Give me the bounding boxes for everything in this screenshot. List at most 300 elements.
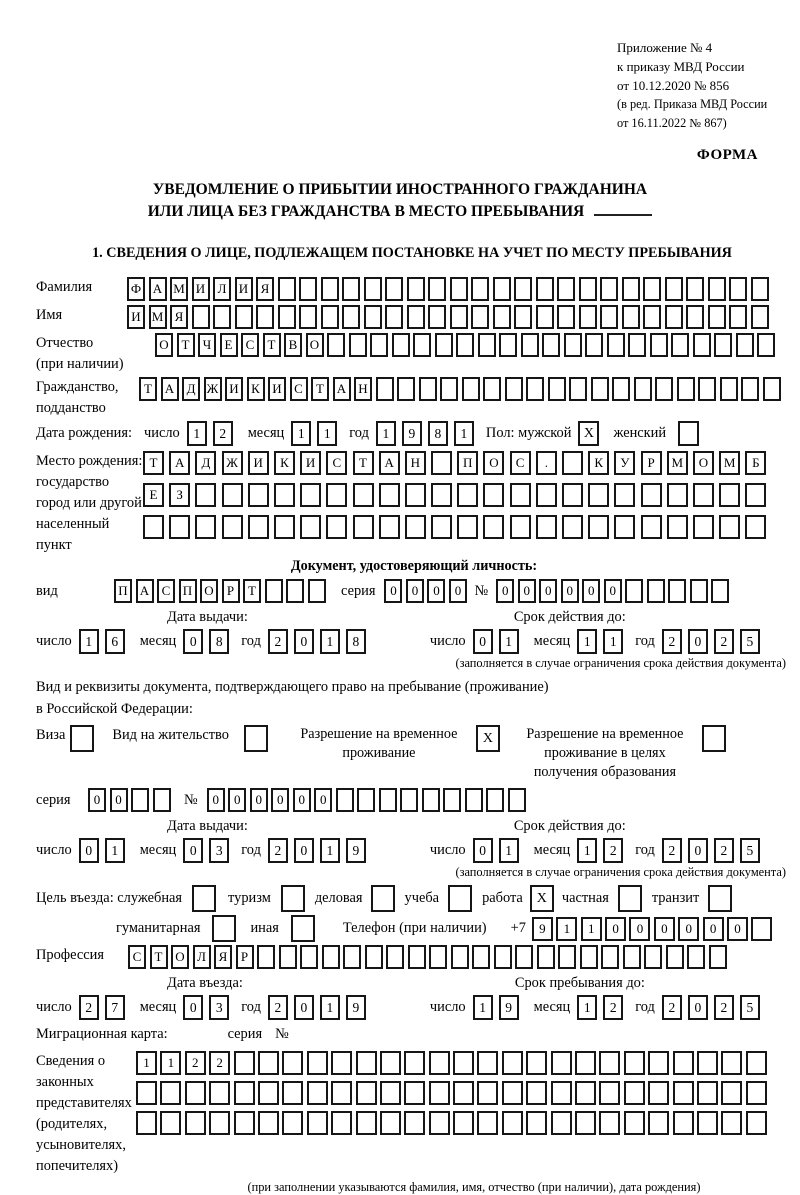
cell[interactable]: [422, 788, 440, 812]
cell[interactable]: [274, 483, 295, 507]
cell[interactable]: [655, 377, 673, 401]
entry-month-cells[interactable]: [183, 995, 235, 1020]
birth-place-row2-cells[interactable]: [143, 483, 772, 507]
cell[interactable]: [751, 917, 772, 941]
cell[interactable]: [721, 1051, 742, 1075]
cell[interactable]: [711, 579, 729, 603]
cell[interactable]: 0: [688, 995, 708, 1020]
cell[interactable]: [721, 1111, 742, 1135]
cell[interactable]: Я: [214, 945, 232, 969]
cell[interactable]: [483, 483, 504, 507]
cell[interactable]: 1: [136, 1051, 157, 1075]
cell[interactable]: [440, 377, 458, 401]
cell[interactable]: [564, 333, 582, 357]
cell[interactable]: А: [149, 277, 167, 301]
cell[interactable]: [465, 788, 483, 812]
res-valid-month-cells[interactable]: [577, 838, 629, 863]
cell[interactable]: [562, 483, 583, 507]
cell[interactable]: [714, 333, 732, 357]
cell[interactable]: [536, 483, 557, 507]
profession-cells[interactable]: [128, 945, 730, 969]
cell[interactable]: [537, 945, 555, 969]
cell[interactable]: [709, 945, 727, 969]
cell[interactable]: Б: [745, 451, 766, 475]
cell[interactable]: [278, 305, 296, 329]
cell[interactable]: [234, 1081, 255, 1105]
cell[interactable]: [557, 277, 575, 301]
cell[interactable]: О: [171, 945, 189, 969]
patronymic-cells[interactable]: [155, 333, 779, 357]
cell[interactable]: [326, 515, 347, 539]
cell[interactable]: [282, 1081, 303, 1105]
cell[interactable]: 2: [268, 838, 288, 863]
cell[interactable]: 0: [582, 579, 600, 603]
cell[interactable]: [551, 1111, 572, 1135]
cell[interactable]: [213, 305, 231, 329]
cell[interactable]: [405, 515, 426, 539]
cell[interactable]: [209, 1081, 230, 1105]
cell[interactable]: [299, 277, 317, 301]
cell[interactable]: [665, 277, 683, 301]
cell[interactable]: [751, 305, 769, 329]
representatives-row1-cells[interactable]: [136, 1051, 770, 1075]
cell[interactable]: [665, 305, 683, 329]
cell[interactable]: Т: [177, 333, 195, 357]
doc-number-cells[interactable]: [496, 579, 733, 603]
cell[interactable]: Н: [405, 451, 426, 475]
cell[interactable]: [486, 788, 504, 812]
cell[interactable]: Р: [236, 945, 254, 969]
doc-issue-year-cells[interactable]: [268, 629, 372, 654]
cell[interactable]: [380, 1051, 401, 1075]
cell[interactable]: 9: [346, 995, 366, 1020]
cell[interactable]: 1: [376, 421, 396, 446]
cell[interactable]: 2: [185, 1051, 206, 1075]
cell[interactable]: [719, 483, 740, 507]
cell[interactable]: [628, 333, 646, 357]
cell[interactable]: [256, 305, 274, 329]
cell[interactable]: [353, 515, 374, 539]
cell[interactable]: 0: [654, 917, 675, 941]
cell[interactable]: [666, 945, 684, 969]
cell[interactable]: 2: [714, 995, 734, 1020]
cell[interactable]: 2: [662, 629, 682, 654]
cell[interactable]: 8: [428, 421, 448, 446]
cell[interactable]: [471, 277, 489, 301]
cell[interactable]: [569, 377, 587, 401]
cell[interactable]: [499, 333, 517, 357]
cell[interactable]: С: [157, 579, 175, 603]
cell[interactable]: [336, 788, 354, 812]
cell[interactable]: 7: [105, 995, 125, 1020]
cell[interactable]: [536, 277, 554, 301]
cell[interactable]: [392, 333, 410, 357]
cell[interactable]: 2: [603, 838, 623, 863]
cell[interactable]: [634, 377, 652, 401]
temp-residence-checkbox[interactable]: X: [476, 725, 500, 752]
cell[interactable]: 0: [605, 917, 626, 941]
cell[interactable]: С: [128, 945, 146, 969]
cell[interactable]: Т: [139, 377, 157, 401]
cell[interactable]: [697, 1111, 718, 1135]
cell[interactable]: Ж: [222, 451, 243, 475]
cell[interactable]: [667, 515, 688, 539]
purpose-other-checkbox[interactable]: [291, 915, 315, 942]
cell[interactable]: М: [149, 305, 167, 329]
cell[interactable]: [745, 515, 766, 539]
cell[interactable]: 1: [581, 917, 602, 941]
cell[interactable]: 1: [473, 995, 493, 1020]
cell[interactable]: [510, 483, 531, 507]
cell[interactable]: [575, 1051, 596, 1075]
cell[interactable]: [580, 945, 598, 969]
res-issue-year-cells[interactable]: [268, 838, 372, 863]
cell[interactable]: [322, 945, 340, 969]
cell[interactable]: [624, 1081, 645, 1105]
cell[interactable]: И: [248, 451, 269, 475]
cell[interactable]: [331, 1051, 352, 1075]
res-issue-day-cells[interactable]: [79, 838, 131, 863]
cell[interactable]: [558, 945, 576, 969]
cell[interactable]: [453, 1111, 474, 1135]
cell[interactable]: [429, 1081, 450, 1105]
cell[interactable]: [326, 483, 347, 507]
cell[interactable]: [687, 945, 705, 969]
cell[interactable]: [143, 515, 164, 539]
cell[interactable]: [380, 1081, 401, 1105]
cell[interactable]: [356, 1111, 377, 1135]
cell[interactable]: 1: [160, 1051, 181, 1075]
cell[interactable]: [673, 1111, 694, 1135]
cell[interactable]: [419, 377, 437, 401]
cell[interactable]: [483, 377, 501, 401]
cell[interactable]: [579, 277, 597, 301]
cell[interactable]: 2: [213, 421, 233, 446]
cell[interactable]: М: [719, 451, 740, 475]
cell[interactable]: [720, 377, 738, 401]
cell[interactable]: [542, 333, 560, 357]
phone-cells[interactable]: [532, 917, 776, 941]
cell[interactable]: [644, 945, 662, 969]
birth-day-cells[interactable]: [187, 421, 239, 446]
cell[interactable]: П: [457, 451, 478, 475]
cell[interactable]: [308, 579, 326, 603]
cell[interactable]: [708, 277, 726, 301]
cell[interactable]: 0: [703, 917, 724, 941]
cell[interactable]: [708, 305, 726, 329]
cell[interactable]: [192, 305, 210, 329]
birth-place-row3-cells[interactable]: [143, 515, 772, 539]
cell[interactable]: [443, 788, 461, 812]
cell[interactable]: [195, 515, 216, 539]
cell[interactable]: А: [161, 377, 179, 401]
cell[interactable]: [746, 1081, 767, 1105]
cell[interactable]: [579, 305, 597, 329]
cell[interactable]: [327, 333, 345, 357]
cell[interactable]: [643, 277, 661, 301]
cell[interactable]: [356, 1051, 377, 1075]
cell[interactable]: [729, 277, 747, 301]
cell[interactable]: 0: [183, 629, 203, 654]
cell[interactable]: И: [192, 277, 210, 301]
cell[interactable]: 1: [603, 629, 623, 654]
representatives-row3-cells[interactable]: [136, 1111, 770, 1135]
cell[interactable]: [279, 945, 297, 969]
cell[interactable]: 0: [183, 838, 203, 863]
cell[interactable]: [471, 305, 489, 329]
cell[interactable]: [376, 377, 394, 401]
cell[interactable]: [729, 305, 747, 329]
cell[interactable]: [257, 945, 275, 969]
cell[interactable]: [746, 1111, 767, 1135]
cell[interactable]: [493, 277, 511, 301]
birth-month-cells[interactable]: [291, 421, 343, 446]
cell[interactable]: [356, 1081, 377, 1105]
cell[interactable]: [562, 451, 583, 475]
cell[interactable]: [478, 333, 496, 357]
cell[interactable]: И: [268, 377, 286, 401]
stay-year-cells[interactable]: [662, 995, 766, 1020]
cell[interactable]: [342, 305, 360, 329]
cell[interactable]: 0: [183, 995, 203, 1020]
cell[interactable]: [450, 277, 468, 301]
cell[interactable]: 9: [532, 917, 553, 941]
cell[interactable]: [745, 483, 766, 507]
cell[interactable]: 5: [740, 838, 760, 863]
cell[interactable]: [698, 377, 716, 401]
cell[interactable]: [282, 1051, 303, 1075]
cell[interactable]: [494, 945, 512, 969]
cell[interactable]: [477, 1051, 498, 1075]
cell[interactable]: [385, 277, 403, 301]
cell[interactable]: [234, 1051, 255, 1075]
cell[interactable]: [282, 1111, 303, 1135]
cell[interactable]: [575, 1111, 596, 1135]
purpose-study-checkbox[interactable]: [448, 885, 472, 912]
cell[interactable]: О: [155, 333, 173, 357]
cell[interactable]: [453, 1051, 474, 1075]
cell[interactable]: 0: [250, 788, 268, 812]
cell[interactable]: [435, 333, 453, 357]
cell[interactable]: 1: [577, 629, 597, 654]
cell[interactable]: 2: [79, 995, 99, 1020]
cell[interactable]: [428, 277, 446, 301]
cell[interactable]: [307, 1081, 328, 1105]
cell[interactable]: О: [306, 333, 324, 357]
cell[interactable]: С: [241, 333, 259, 357]
cell[interactable]: [483, 515, 504, 539]
cell[interactable]: Е: [143, 483, 164, 507]
cell[interactable]: П: [114, 579, 132, 603]
cell[interactable]: [457, 483, 478, 507]
cell[interactable]: [588, 515, 609, 539]
cell[interactable]: [521, 333, 539, 357]
cell[interactable]: 0: [604, 579, 622, 603]
cell[interactable]: [364, 305, 382, 329]
cell[interactable]: [650, 333, 668, 357]
cell[interactable]: [364, 277, 382, 301]
cell[interactable]: [457, 515, 478, 539]
cell[interactable]: [431, 515, 452, 539]
cell[interactable]: [693, 333, 711, 357]
cell[interactable]: 9: [402, 421, 422, 446]
cell[interactable]: [600, 305, 618, 329]
purpose-work-checkbox[interactable]: X: [530, 885, 554, 912]
stay-month-cells[interactable]: [577, 995, 629, 1020]
cell[interactable]: [721, 1081, 742, 1105]
cell[interactable]: [648, 1081, 669, 1105]
cell[interactable]: 2: [714, 838, 734, 863]
cell[interactable]: 0: [518, 579, 536, 603]
cell[interactable]: [472, 945, 490, 969]
cell[interactable]: К: [247, 377, 265, 401]
cell[interactable]: С: [510, 451, 531, 475]
cell[interactable]: [404, 1051, 425, 1075]
cell[interactable]: К: [274, 451, 295, 475]
stay-day-cells[interactable]: [473, 995, 525, 1020]
res-valid-day-cells[interactable]: [473, 838, 525, 863]
cell[interactable]: [575, 1081, 596, 1105]
cell[interactable]: [643, 305, 661, 329]
cell[interactable]: [612, 377, 630, 401]
purpose-humanitarian-checkbox[interactable]: [212, 915, 236, 942]
cell[interactable]: С: [290, 377, 308, 401]
cell[interactable]: [397, 377, 415, 401]
cell[interactable]: А: [169, 451, 190, 475]
cell[interactable]: 0: [629, 917, 650, 941]
cell[interactable]: 2: [268, 629, 288, 654]
cell[interactable]: [234, 1111, 255, 1135]
cell[interactable]: Н: [354, 377, 372, 401]
cell[interactable]: [514, 277, 532, 301]
cell[interactable]: [585, 333, 603, 357]
cell[interactable]: [222, 515, 243, 539]
res-valid-year-cells[interactable]: [662, 838, 766, 863]
cell[interactable]: [136, 1111, 157, 1135]
cell[interactable]: О: [693, 451, 714, 475]
cell[interactable]: 0: [88, 788, 106, 812]
citizenship-cells[interactable]: [139, 377, 784, 401]
cell[interactable]: [526, 377, 544, 401]
cell[interactable]: [136, 1081, 157, 1105]
cell[interactable]: [258, 1081, 279, 1105]
res-series-cells[interactable]: [88, 788, 174, 812]
res-issue-month-cells[interactable]: [183, 838, 235, 863]
purpose-private-checkbox[interactable]: [618, 885, 642, 912]
cell[interactable]: 1: [320, 838, 340, 863]
cell[interactable]: [607, 333, 625, 357]
cell[interactable]: [562, 515, 583, 539]
cell[interactable]: [697, 1081, 718, 1105]
cell[interactable]: [648, 1051, 669, 1075]
cell[interactable]: [131, 788, 149, 812]
cell[interactable]: [600, 277, 618, 301]
cell[interactable]: [671, 333, 689, 357]
cell[interactable]: О: [483, 451, 504, 475]
cell[interactable]: 0: [427, 579, 445, 603]
cell[interactable]: 1: [577, 838, 597, 863]
cell[interactable]: [601, 945, 619, 969]
cell[interactable]: [407, 305, 425, 329]
cell[interactable]: [195, 483, 216, 507]
cell[interactable]: [648, 1111, 669, 1135]
cell[interactable]: [614, 515, 635, 539]
cell[interactable]: [258, 1051, 279, 1075]
cell[interactable]: [286, 579, 304, 603]
cell[interactable]: 1: [499, 838, 519, 863]
given-name-cells[interactable]: [127, 305, 772, 329]
cell[interactable]: [404, 1111, 425, 1135]
cell[interactable]: [757, 333, 775, 357]
cell[interactable]: [300, 483, 321, 507]
purpose-official-checkbox[interactable]: [192, 885, 216, 912]
cell[interactable]: 0: [539, 579, 557, 603]
cell[interactable]: [493, 305, 511, 329]
purpose-transit-checkbox[interactable]: [708, 885, 732, 912]
cell[interactable]: [222, 483, 243, 507]
residence-permit-checkbox[interactable]: [244, 725, 268, 752]
cell[interactable]: 0: [271, 788, 289, 812]
cell[interactable]: А: [333, 377, 351, 401]
cell[interactable]: 0: [406, 579, 424, 603]
cell[interactable]: [502, 1051, 523, 1075]
cell[interactable]: 2: [662, 995, 682, 1020]
cell[interactable]: [153, 788, 171, 812]
cell[interactable]: [400, 788, 418, 812]
cell[interactable]: [331, 1111, 352, 1135]
cell[interactable]: [667, 483, 688, 507]
cell[interactable]: [641, 515, 662, 539]
doc-type-cells[interactable]: [114, 579, 329, 603]
cell[interactable]: Ф: [127, 277, 145, 301]
cell[interactable]: [551, 1081, 572, 1105]
cell[interactable]: Я: [170, 305, 188, 329]
visa-checkbox[interactable]: [70, 725, 94, 752]
cell[interactable]: 1: [320, 995, 340, 1020]
cell[interactable]: [746, 1051, 767, 1075]
cell[interactable]: 8: [346, 629, 366, 654]
cell[interactable]: [536, 515, 557, 539]
cell[interactable]: И: [225, 377, 243, 401]
cell[interactable]: 0: [79, 838, 99, 863]
cell[interactable]: 0: [449, 579, 467, 603]
cell[interactable]: М: [170, 277, 188, 301]
cell[interactable]: [641, 483, 662, 507]
cell[interactable]: 0: [314, 788, 332, 812]
cell[interactable]: П: [179, 579, 197, 603]
sex-female-checkbox[interactable]: [678, 421, 699, 446]
cell[interactable]: .: [536, 451, 557, 475]
cell[interactable]: 2: [268, 995, 288, 1020]
cell[interactable]: 0: [678, 917, 699, 941]
cell[interactable]: [456, 333, 474, 357]
purpose-tourism-checkbox[interactable]: [281, 885, 305, 912]
cell[interactable]: [357, 788, 375, 812]
cell[interactable]: [453, 1081, 474, 1105]
cell[interactable]: Е: [220, 333, 238, 357]
purpose-business-checkbox[interactable]: [371, 885, 395, 912]
cell[interactable]: [502, 1081, 523, 1105]
cell[interactable]: [321, 305, 339, 329]
cell[interactable]: И: [235, 277, 253, 301]
cell[interactable]: [353, 483, 374, 507]
cell[interactable]: [258, 1111, 279, 1135]
cell[interactable]: [624, 1051, 645, 1075]
cell[interactable]: [407, 277, 425, 301]
cell[interactable]: [343, 945, 361, 969]
cell[interactable]: [370, 333, 388, 357]
cell[interactable]: И: [127, 305, 145, 329]
